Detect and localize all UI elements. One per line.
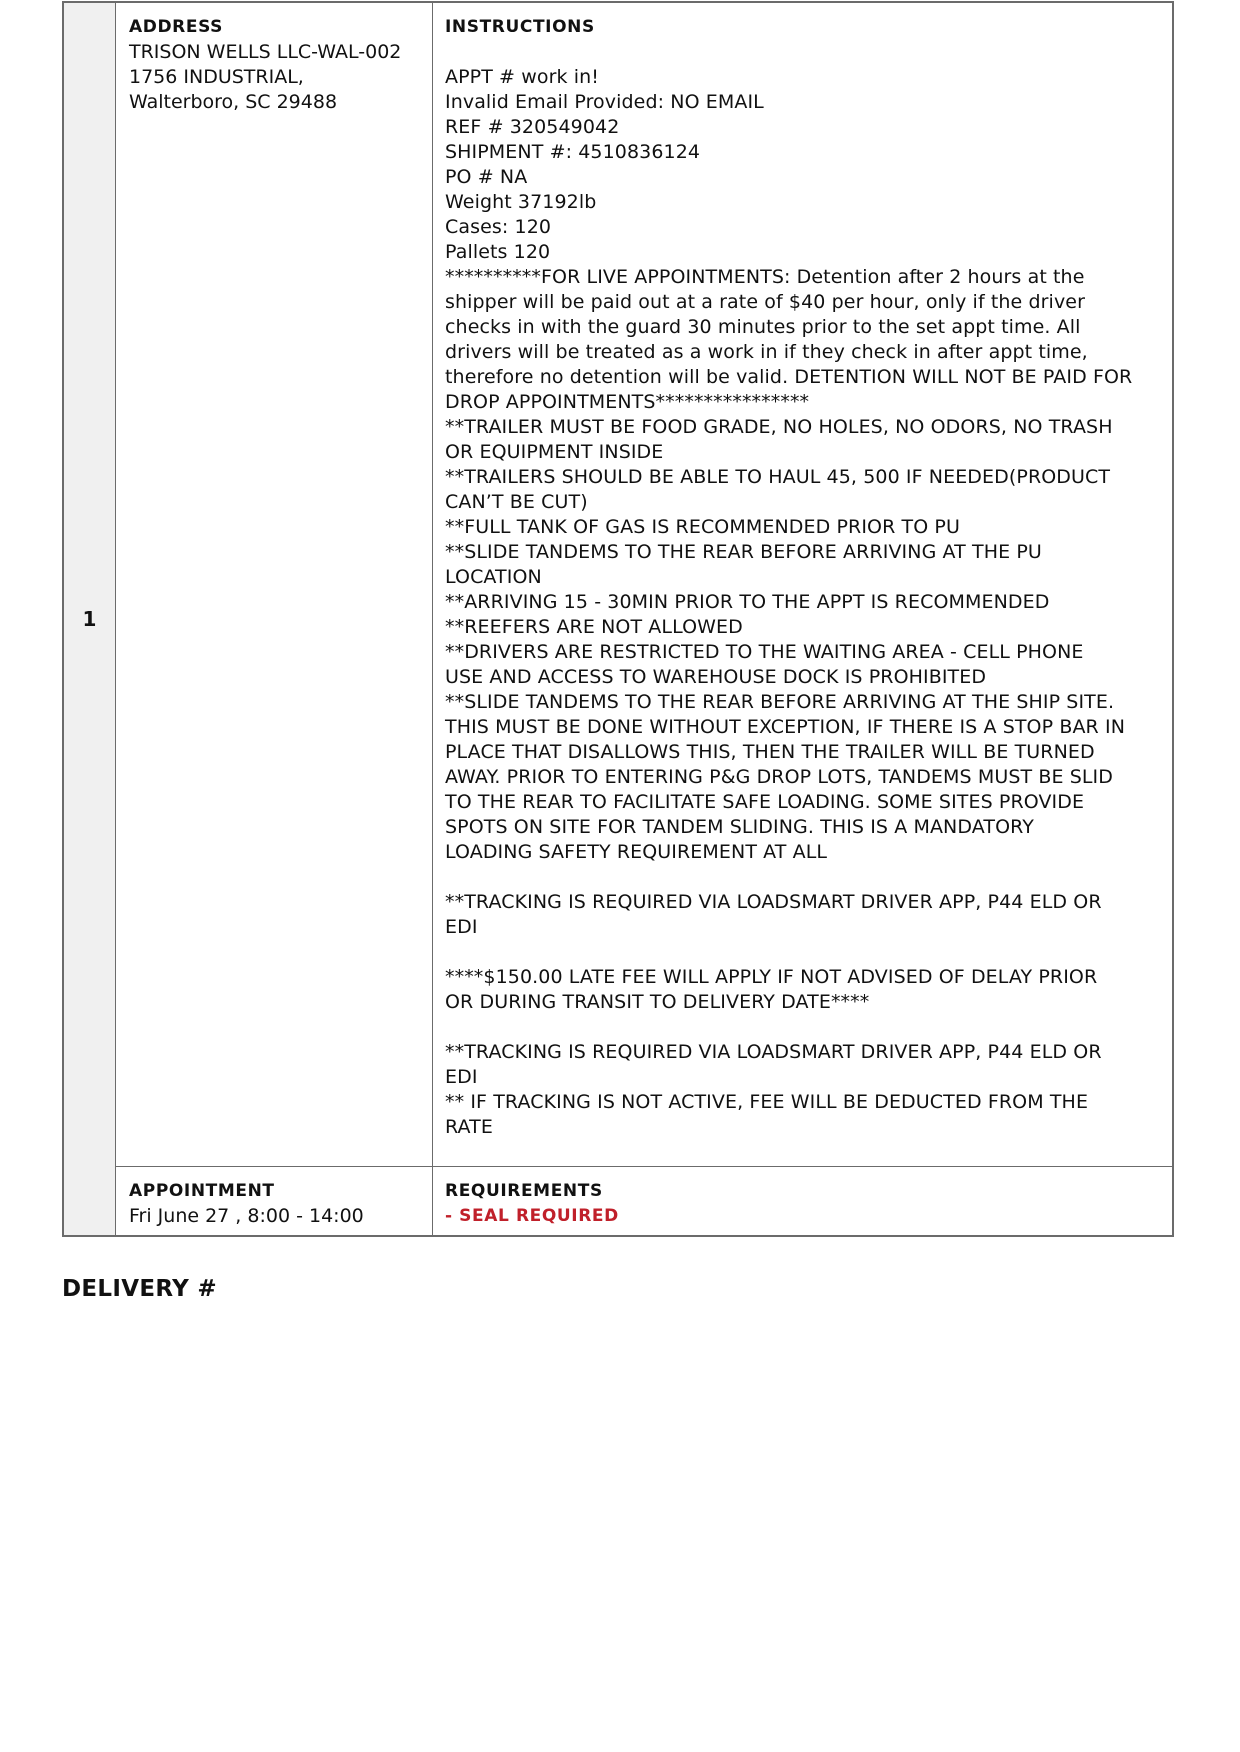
instructions-label: INSTRUCTIONS xyxy=(445,17,595,37)
stop-table xyxy=(62,1,1174,1237)
appointment-value: Fri June 27 , 8:00 - 14:00 xyxy=(129,1205,364,1227)
stop-main-row xyxy=(116,3,1172,1167)
stop-appointment-row xyxy=(116,1167,1172,1235)
appointment-cell xyxy=(116,1167,433,1235)
instructions-text: APPT # work in! Invalid Email Provided: NO EMAIL REF # 320549042 SHIPMENT #: 4510836124 PO # NA Weight 37192lb Cases: 120 Pallets 120 **********FOR LIVE APPOINTMENTS: Detention after 2 hours at the shipper will be paid out at a rate of $40 per hour, only if the driver checks in with the guard 30 minutes prior to the set appt time. All drivers will be treated as a work in if they check in after appt time, therefore no detention will be valid. DETENTION WILL NOT BE PAID FOR DROP APPOINTMENTS**************** **TRAILER MUST BE FOOD GRADE, NO HOLES, NO ODORS, NO TRASH OR EQUIPMENT INSIDE **TRAILERS SHOULD BE ABLE TO HAUL 45, 500 IF NEEDED(PRODUCT CAN’T BE CUT) **FULL TANK OF GAS IS RECOMMENDED PRIOR TO PU **SLIDE TANDEMS TO THE REAR BEFORE ARRIVING AT THE PU LOCATION **ARRIVING 15 - 30MIN PRIOR TO THE APPT IS RECOMMENDED **REEFERS ARE NOT ALLOWED **DRIVERS ARE RESTRICTED TO THE WAITING AREA - CELL PHONE USE AND ACCESS TO WAREHOUSE DOCK IS PROHIBITED **SLIDE TANDEMS TO THE REAR BEFORE ARRIVING AT THE SHIP SITE. THIS MUST BE DONE WITHOUT EXCEPTION, IF THERE IS A STOP BAR IN PLACE THAT DISALLOWS THIS, THEN THE TRAILER WILL BE TURNED AWAY. PRIOR TO ENTERING P&G DROP LOTS, TANDEMS MUST BE SLID TO THE REAR TO FACILITATE SAFE LOADING. SOME SITES PROVIDE SPOTS ON SITE FOR TANDEM SLIDING. THIS IS A MANDATORY LOADING SAFETY REQUIREMENT AT ALL **TRACKING IS REQUIRED VIA LOADSMART DRIVER APP, P44 ELD OR EDI ****$150.00 LATE FEE WILL APPLY IF NOT ADVISED OF DELAY PRIOR OR DURING TRANSIT TO DELIVERY DATE**** **TRACKING IS REQUIRED VIA LOADSMART DRIVER APP, P44 ELD OR EDI ** IF TRACKING IS NOT ACTIVE, FEE WILL BE DEDUCTED FROM THE RATE xyxy=(445,66,1133,1138)
requirements-cell xyxy=(433,1167,1172,1235)
appointment-label: APPOINTMENT xyxy=(129,1181,275,1201)
stop-number: 1 xyxy=(64,3,116,1235)
requirements-label: REQUIREMENTS xyxy=(445,1181,603,1201)
delivery-section-title: DELIVERY # xyxy=(62,1276,217,1302)
requirement-seal: - SEAL REQUIRED xyxy=(445,1206,619,1226)
address-value: TRISON WELLS LLC-WAL-002 1756 INDUSTRIAL, Walterboro, SC 29488 xyxy=(129,41,402,113)
address-cell xyxy=(116,3,433,1166)
instructions-cell xyxy=(433,3,1172,1166)
address-label: ADDRESS xyxy=(129,17,224,37)
stop-body xyxy=(116,3,1172,1235)
